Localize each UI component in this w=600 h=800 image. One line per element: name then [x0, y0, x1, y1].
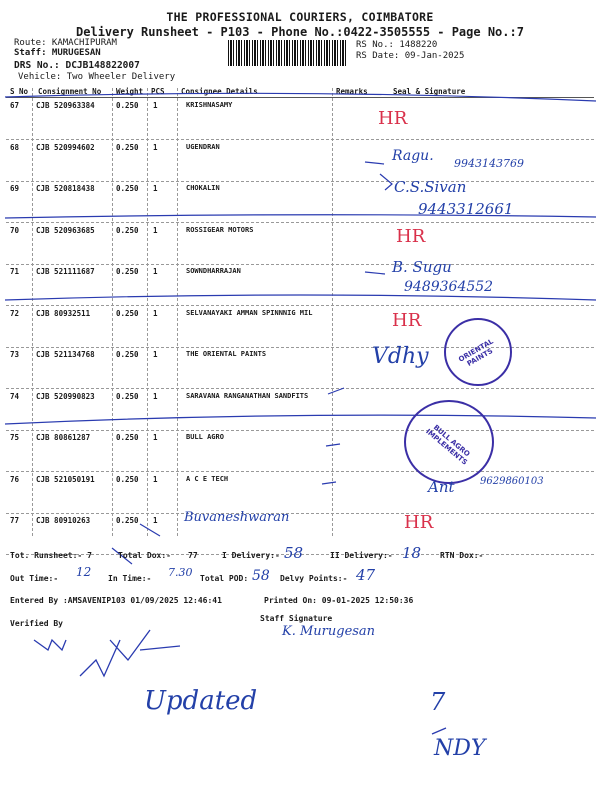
col-seal: Seal & Signature — [393, 87, 466, 96]
col-weight: Weight — [116, 87, 144, 96]
row-sno: 69 — [10, 184, 20, 193]
row-pcs: 1 — [153, 267, 158, 276]
receiver-signature-68: Ragu. — [392, 148, 434, 164]
runsheet-subtitle: Delivery Runsheet - P103 - Phone No.:0422-3505555 - Page No.:7 — [76, 25, 524, 39]
stamp-text: ORIENTAL PAINTS — [457, 337, 495, 368]
row-consignment: CJB 520994602 — [36, 142, 95, 152]
delvy-points-label: Delvy Points:- — [280, 574, 348, 583]
total-pod-label: Total POD: — [200, 574, 249, 583]
row-consignee: UGENDRAN — [186, 142, 220, 151]
row-consignee: ROSSIGEAR MOTORS — [186, 225, 254, 234]
row-pcs: 1 — [153, 101, 158, 110]
staff-signature-label: Staff Signature — [260, 614, 333, 623]
row-consignment: CJB 80861287 — [36, 433, 91, 442]
entered-by: Entered By :AMSAVENIP103 01/09/2025 12:46:41 — [10, 596, 222, 605]
col-sno: S No — [10, 87, 29, 96]
row-consignment: CJB 521050191 — [36, 474, 95, 484]
company-title: THE PROFESSIONAL COURIERS, COIMBATORE — [166, 10, 434, 24]
delvy-points-value: 47 — [356, 566, 376, 584]
row-sno: 67 — [10, 101, 20, 110]
row-weight: 0.250 — [116, 225, 139, 235]
row-sno: 73 — [10, 350, 20, 359]
row-consignment: CJB 520963384 — [36, 101, 95, 110]
bull-agro-stamp — [404, 400, 494, 484]
ndy-note: NDY — [434, 736, 486, 761]
hr-mark: HR — [404, 512, 434, 533]
row-consignee: A C E TECH — [186, 474, 229, 483]
staff-label: Staff: MURUGESAN — [14, 48, 101, 58]
col-remarks: Remarks — [336, 87, 368, 96]
row-pcs: 1 — [153, 474, 158, 484]
row-weight: 0.250 — [116, 516, 139, 525]
updated-note: Updated — [144, 686, 258, 716]
rtn-dox-label: RTN Dox:- — [440, 551, 484, 560]
row-consignment: CJB 520818438 — [36, 184, 95, 193]
receiver-signature-76: Ant — [428, 478, 455, 496]
total-dox-value: 77 — [188, 551, 198, 560]
row-consignee: CHOKALIN — [186, 184, 220, 192]
row-weight: 0.250 — [116, 391, 139, 401]
row-sno: 77 — [10, 516, 20, 525]
out-time-value: 12 — [76, 565, 92, 579]
route-label: Route: KAMACHIPURAM — [14, 38, 117, 48]
i-delivery-label: I Delivery:- — [222, 551, 280, 560]
rs-number: RS No.: 1488220 — [356, 40, 438, 50]
handwritten-name-77: Buvaneshwaran — [184, 510, 290, 525]
in-time-label: In Time:- — [108, 574, 152, 583]
row-consignee: SELVANAYAKI AMMAN SPINNNIG MIL — [186, 308, 313, 317]
receiver-signature-73: Vdhy — [372, 344, 429, 369]
row-sno: 70 — [10, 225, 20, 235]
ii-delivery-label: II Delivery:- — [330, 551, 393, 560]
pen-mark — [365, 162, 384, 164]
pen-mark — [328, 388, 344, 394]
col-consignee: Consignee Details — [181, 87, 258, 96]
total-pod-value: 58 — [252, 568, 270, 584]
pen-mark — [365, 272, 385, 274]
row-weight: 0.250 — [116, 474, 139, 484]
phone-71: 9489364552 — [404, 279, 494, 295]
drs-number: DRS No.: DCJB148822007 — [14, 60, 140, 71]
row-pcs: 1 — [153, 142, 158, 152]
row-weight: 0.250 — [116, 184, 139, 193]
row-sno: 74 — [10, 391, 20, 401]
receiver-signature-69: C.S.Sivan — [394, 178, 467, 196]
rs-date: RS Date: 09-Jan-2025 — [356, 51, 465, 61]
row-pcs: 1 — [153, 225, 158, 235]
verified-signature — [80, 630, 180, 676]
row-consignment: CJB 80910263 — [36, 516, 91, 525]
verified-by-label: Verified By — [10, 619, 63, 628]
handwritten-seven: 7 — [430, 688, 446, 716]
oriental-paints-stamp — [444, 318, 512, 386]
row-sno: 75 — [10, 433, 20, 442]
row-sno: 72 — [10, 308, 20, 318]
col-pcs: PCS — [151, 87, 165, 96]
staff-signature: K. Murugesan — [282, 624, 376, 639]
pen-mark — [432, 728, 446, 734]
stamp-text: BULL AGRO IMPLEMENTS — [424, 423, 472, 467]
row-pcs: 1 — [153, 433, 158, 442]
row-consignment: CJB 520963685 — [36, 225, 95, 235]
row-consignment: CJB 521111687 — [36, 267, 95, 276]
receiver-signature-71: B. Sugu — [392, 258, 452, 276]
i-delivery-value: 58 — [284, 544, 304, 562]
row-pcs: 1 — [153, 184, 158, 193]
col-consignment: Consignment No — [38, 87, 102, 96]
row-sno: 76 — [10, 474, 20, 484]
vehicle-label: Vehicle: Two Wheeler Delivery — [18, 72, 176, 82]
printed-on: Printed On: 09-01-2025 12:50:36 — [264, 596, 414, 605]
phone-76: 9629860103 — [480, 476, 544, 487]
row-weight: 0.250 — [116, 308, 139, 318]
verified-signature — [34, 640, 66, 650]
pen-line — [5, 415, 596, 424]
pen-mark — [322, 482, 336, 484]
in-time-value: 7.30 — [168, 566, 193, 579]
row-pcs: 1 — [153, 308, 158, 318]
row-weight: 0.250 — [116, 142, 139, 152]
row-consignee: SOWNDHARRAJAN — [186, 267, 241, 275]
hr-mark: HR — [378, 108, 408, 129]
pen-mark — [380, 174, 392, 190]
row-weight: 0.250 — [116, 433, 139, 442]
hr-mark: HR — [396, 226, 426, 247]
pen-mark — [326, 444, 340, 446]
hr-mark: HR — [392, 310, 422, 331]
row-pcs: 1 — [153, 516, 158, 525]
row-consignment: CJB 80932511 — [36, 308, 91, 318]
tot-runsheet: Tot. Runsheet:- 7 — [10, 551, 92, 560]
row-consignee: KRISHNASAMY — [186, 101, 233, 109]
row-consignee: BULL AGRO — [186, 433, 224, 441]
row-pcs: 1 — [153, 350, 158, 359]
row-weight: 0.250 — [116, 267, 139, 276]
pen-line — [5, 295, 596, 300]
phone-69: 9443312661 — [418, 200, 514, 218]
pen-line — [5, 93, 596, 101]
ii-delivery-value: 18 — [402, 544, 422, 562]
row-consignee: SARAVANA RANGANATHAN SANDFITS — [186, 391, 309, 400]
row-consignment: CJB 521134768 — [36, 350, 95, 359]
phone-68: 9943143769 — [454, 157, 524, 170]
row-sno: 71 — [10, 267, 20, 276]
out-time-label: Out Time:- — [10, 574, 59, 583]
row-consignee: THE ORIENTAL PAINTS — [186, 350, 267, 358]
total-dox-label: Total Dox:- — [118, 551, 171, 560]
row-weight: 0.250 — [116, 350, 139, 359]
row-weight: 0.250 — [116, 101, 139, 110]
row-sno: 68 — [10, 142, 20, 152]
row-pcs: 1 — [153, 391, 158, 401]
row-consignment: CJB 520990823 — [36, 391, 95, 401]
